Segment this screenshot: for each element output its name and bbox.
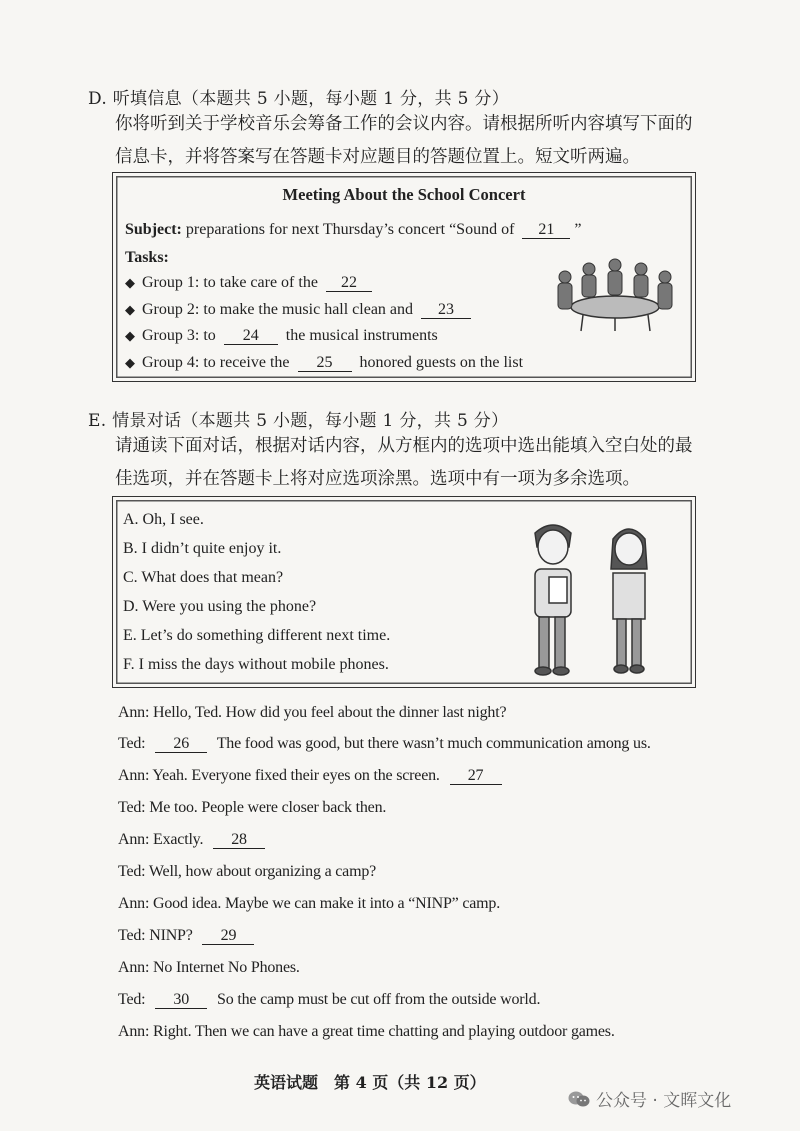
blank-21[interactable]: 21 xyxy=(522,222,570,239)
dialogue-line xyxy=(118,863,376,881)
blank-22[interactable]: 22 xyxy=(326,275,372,292)
blank-30[interactable]: 30 xyxy=(155,992,207,1009)
dialogue-line xyxy=(118,895,500,913)
utterance: Hello, Ted. How did you feel about the dinner last night? xyxy=(153,704,507,721)
section-e-instructions xyxy=(115,430,725,496)
utterance: Yeah. Everyone fixed their eyes on the screen. xyxy=(152,767,440,784)
option-b[interactable]: B. I didn’t quite enjoy it. xyxy=(123,540,282,557)
task-line xyxy=(125,354,523,372)
option-e[interactable]: E. Let’s do something different next time. xyxy=(123,627,391,644)
instruction-line: 你将听到关于学校音乐会筹备工作的会议内容。请根据所听内容填写下面的 xyxy=(115,114,693,134)
instruction-line: 请通读下面对话，根据对话内容，从方框内的选项中选出能填入空白处的最 xyxy=(115,436,693,456)
dialogue-line xyxy=(118,1023,615,1041)
diamond-bullet-icon: ◆ xyxy=(125,355,135,370)
option-d[interactable]: D. Were you using the phone? xyxy=(123,598,317,615)
dialogue-line xyxy=(118,767,508,785)
speaker: Ann: xyxy=(118,959,150,976)
speaker: Ann: xyxy=(118,1023,150,1040)
utterance: So the camp must be cut off from the outside world. xyxy=(217,991,541,1008)
blank-28[interactable]: 28 xyxy=(213,832,265,849)
dialogue-line xyxy=(118,831,271,849)
task-line xyxy=(125,274,376,292)
speaker: Ted: xyxy=(118,799,146,816)
card-title: Meeting About the School Concert xyxy=(282,185,526,204)
subject-label: Subject: xyxy=(125,221,182,238)
card-subject xyxy=(125,221,582,239)
dialogue-line xyxy=(118,927,260,945)
dialogue-line xyxy=(118,799,386,817)
utterance: Well, how about organizing a camp? xyxy=(148,863,377,880)
dialogue-line xyxy=(118,991,540,1009)
watermark-text: 公众号 · 文晖文化 xyxy=(596,1091,732,1111)
page-footer: 英语试题 第 4 页（共 12 页） xyxy=(254,1073,486,1092)
instruction-line: 信息卡，并将答案写在答题卡对应题目的答题位置上。短文听两遍。 xyxy=(115,147,640,167)
option-a[interactable]: A. Oh, I see. xyxy=(123,511,204,528)
watermark xyxy=(568,1086,731,1111)
dialogue-line xyxy=(118,735,651,753)
utterance: Me too. People were closer back then. xyxy=(149,799,387,816)
dialogue-line xyxy=(118,959,300,977)
utterance: Exactly. xyxy=(153,831,204,848)
task-text: honored guests on the list xyxy=(359,354,524,371)
instruction-line: 佳选项，并在答题卡上将对应选项涂黑。选项中有一项为多余选项。 xyxy=(115,469,640,489)
blank-26[interactable]: 26 xyxy=(155,736,207,753)
diamond-bullet-icon: ◆ xyxy=(125,275,135,290)
section-e-heading: E. 情景对话（本题共 5 小题，每小题 1 分，共 5 分） xyxy=(88,411,509,431)
utterance: Right. Then we can have a great time chatting and playing outdoor games. xyxy=(153,1023,615,1040)
blank-25[interactable]: 25 xyxy=(298,355,352,372)
option-c[interactable]: C. What does that mean? xyxy=(123,569,284,586)
task-text: Group 1: to take care of the xyxy=(142,274,318,291)
utterance: The food was good, but there wasn’t much communication among us. xyxy=(216,735,651,752)
speaker: Ted: xyxy=(118,863,146,880)
subject-close: ” xyxy=(574,221,582,238)
option-f[interactable]: F. I miss the days without mobile phones. xyxy=(123,656,389,673)
blank-27[interactable]: 27 xyxy=(450,768,502,785)
task-line xyxy=(125,301,475,319)
tasks-label: Tasks: xyxy=(125,249,169,266)
speaker: Ann: xyxy=(118,831,150,848)
task-text: Group 3: to xyxy=(142,327,216,344)
subject-text: preparations for next Thursday’s concert “Sound of xyxy=(185,221,515,238)
options-box xyxy=(112,496,696,688)
task-text: Group 4: to receive the xyxy=(142,354,290,371)
blank-23[interactable]: 23 xyxy=(421,302,471,319)
speaker: Ted: xyxy=(118,927,146,944)
section-d-heading: D. 听填信息（本题共 5 小题，每小题 1 分，共 5 分） xyxy=(88,89,510,109)
speaker: Ted: xyxy=(118,991,146,1008)
utterance: No Internet No Phones. xyxy=(153,959,300,976)
blank-24[interactable]: 24 xyxy=(224,328,278,345)
info-card xyxy=(112,172,696,382)
task-text: the musical instruments xyxy=(285,327,438,344)
utterance: NINP? xyxy=(149,927,193,944)
students-illustration xyxy=(521,513,661,677)
diamond-bullet-icon: ◆ xyxy=(125,302,135,317)
section-d-instructions xyxy=(115,108,725,174)
dialogue-line xyxy=(118,704,506,722)
blank-29[interactable]: 29 xyxy=(202,928,254,945)
speaker: Ann: xyxy=(118,767,150,784)
task-line xyxy=(125,327,438,345)
speaker: Ann: xyxy=(118,895,150,912)
speaker: Ann: xyxy=(118,704,150,721)
task-text: Group 2: to make the music hall clean and xyxy=(142,301,414,318)
utterance: Good idea. Maybe we can make it into a “NINP” camp. xyxy=(153,895,501,912)
wechat-icon xyxy=(568,1090,590,1108)
meeting-table-illustration xyxy=(553,255,679,333)
speaker: Ted: xyxy=(118,735,146,752)
diamond-bullet-icon: ◆ xyxy=(125,328,135,343)
